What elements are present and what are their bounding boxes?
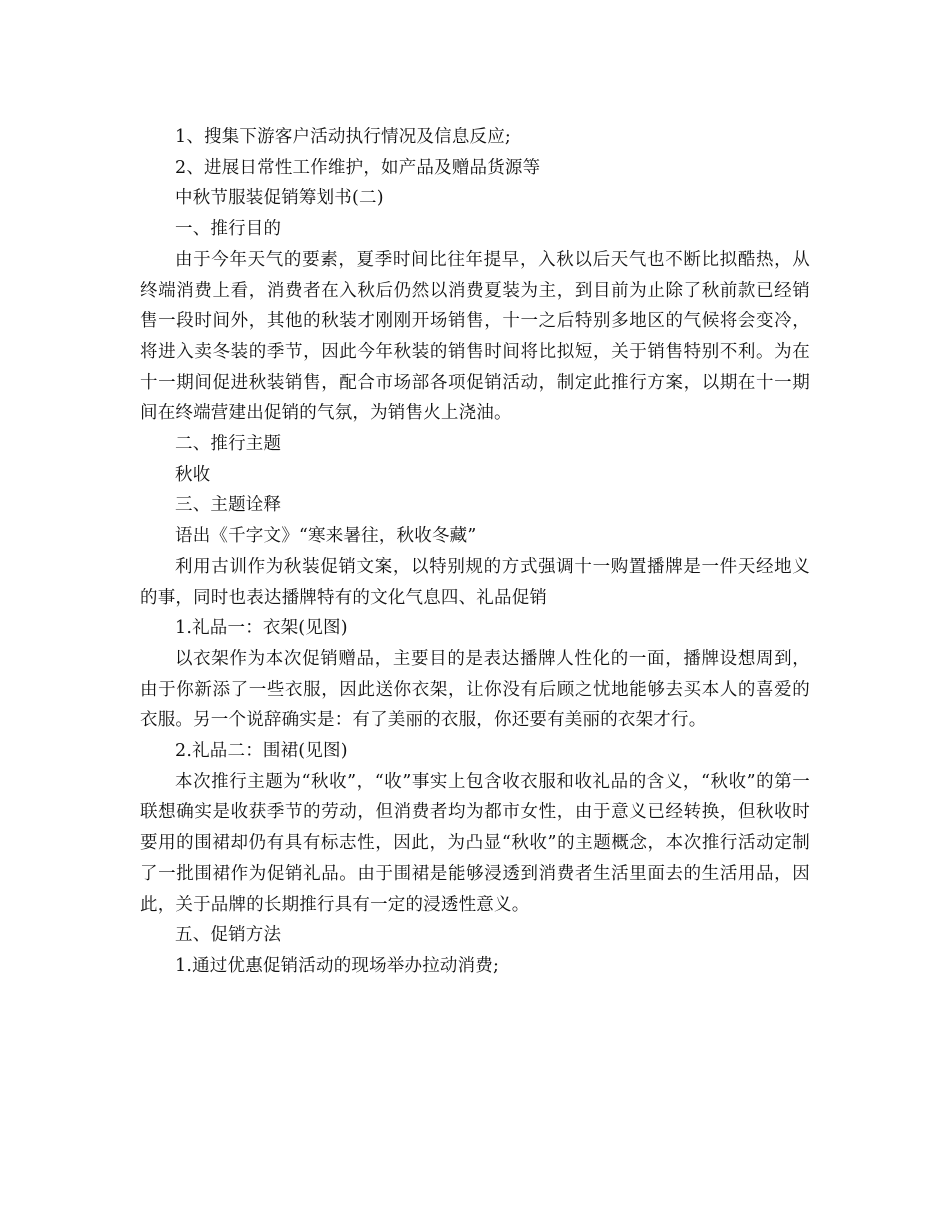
document-body xyxy=(140,122,810,982)
paragraph-daily-maintenance: 2、进展日常性工作维护，如产品及赠品货源等 xyxy=(175,157,541,178)
paragraph-gift-one: 以衣架作为本次促销赠品，主要目的是表达播牌人性化的一面，播牌设想周到，由于你新添了一些衣服，因此送你衣架，让你没有后顾之忧地能够去买本人的喜爱的衣服。另一个说辞确实是：有了美丽的衣服，你还要有美丽的衣架才行。 xyxy=(140,648,810,731)
paragraph-collect-feedback: 1、搜集下游客户活动执行情况及信息反应; xyxy=(175,127,512,147)
heading-purpose: 一、推行目的 xyxy=(175,219,282,240)
paragraph-theme: 秋收 xyxy=(175,464,211,485)
heading-promotion-method: 五、促销方法 xyxy=(175,925,282,946)
heading-gift-two: 2.礼品二：围裙(见图) xyxy=(175,741,348,762)
section-title-plan-two: 中秋节服装促销筹划书(二) xyxy=(175,188,384,209)
heading-gift-one: 1.礼品一：衣架(见图) xyxy=(175,618,348,639)
paragraph-gift-two: 本次推行主题为“秋收”，“收”事实上包含收衣服和收礼品的含义，“秋收”的第一联想确实是收获季节的劳动，但消费者均为都市女性，由于意义已经转换，但秋收时要用的围裙却仍有具有标志性，因此，为凸显“秋收”的主题概念，本次推行活动定制了一批围裙作为促销礼品。由于围裙是能够浸透到消费者生活里面去的生活用品，因此，关于品牌的长期推行具有一定的浸透性意义。 xyxy=(140,771,810,915)
heading-theme-explanation: 三、主题诠释 xyxy=(175,495,282,516)
paragraph-quote: 语出《千字文》“寒来暑往，秋收冬藏” xyxy=(175,526,477,547)
paragraph-promotion-method-one: 1.通过优惠促销活动的现场举办拉动消费; xyxy=(175,955,500,976)
heading-theme: 二、推行主题 xyxy=(175,434,282,455)
paragraph-theme-explanation: 利用古训作为秋装促销文案，以特别规的方式强调十一购置播牌是一件天经地义的事，同时也表达播牌特有的文化气息四、礼品促销 xyxy=(140,556,810,608)
paragraph-purpose: 由于今年天气的要素，夏季时间比往年提早，入秋以后天气也不断比拟酷热，从终端消费上看，消费者在入秋后仍然以消费夏装为主，到目前为止除了秋前款已经销售一段时间外，其他的秋装才刚刚开场销售，十一之后特别多地区的气候将会变冷，将进入卖冬装的季节，因此今年秋装的销售时间将比拟短，关于销售特别不利。为在十一期间促进秋装销售，配合市场部各项促销活动，制定此推行方案，以期在十一期间在终端营建出促销的气氛，为销售火上浇油。 xyxy=(140,249,810,424)
